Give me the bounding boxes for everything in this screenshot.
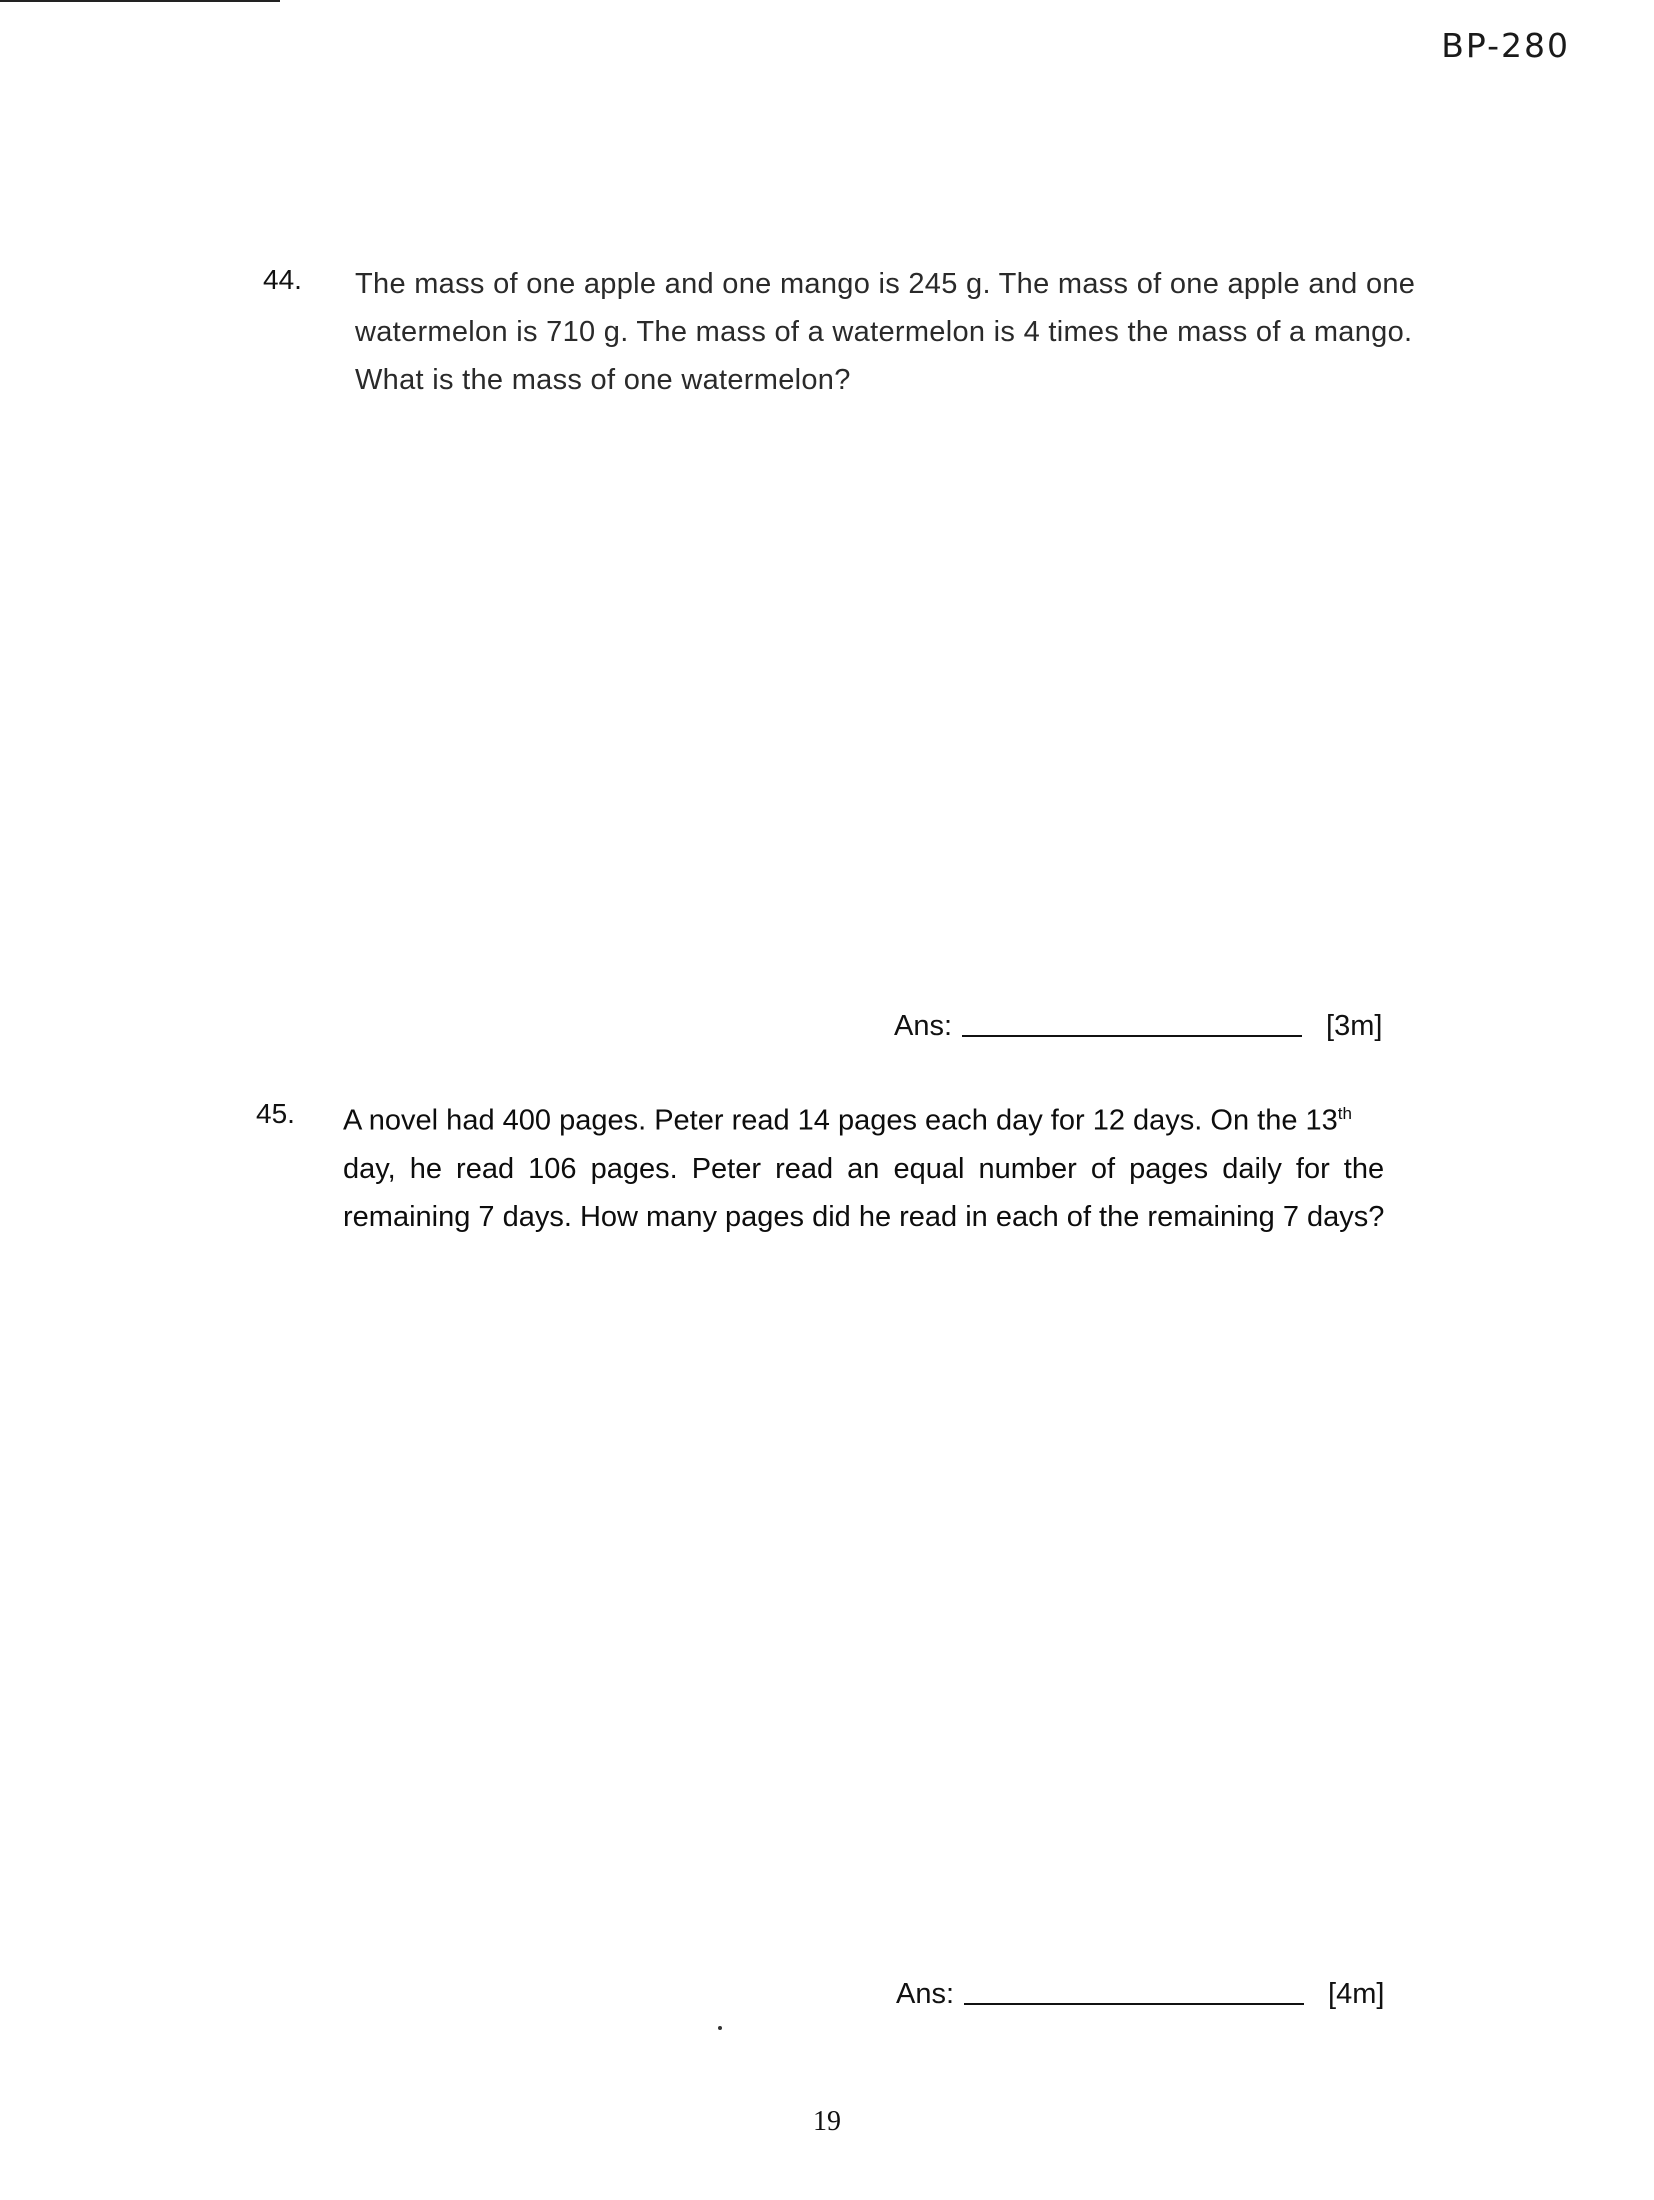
question-45-line-2: day, he read 106 pages. Peter read an equal number of pages daily for the (343, 1152, 1385, 1185)
question-45-line-3: remaining 7 days. How many pages did he read in each of the remaining 7 days? (343, 1200, 1385, 1233)
question-45-line-1 (343, 1090, 1384, 1145)
question-44-marks: [3m] (1326, 1010, 1383, 1042)
question-45-line-1-text: A novel had 400 pages. Peter read 14 pages each day for 12 days. On the 13 (343, 1104, 1338, 1137)
question-45-answer-row (896, 1978, 1384, 2011)
scan-speck (718, 2026, 722, 2030)
question-44-line-3: What is the mass of one watermelon? (355, 364, 851, 396)
question-44-number: 44. (263, 264, 302, 295)
page-number: 19 (813, 2106, 841, 2137)
question-45-answer-field[interactable] (964, 2003, 1304, 2005)
question-45-number: 45. (256, 1098, 295, 1129)
paper-code: BP-280 (1441, 26, 1570, 65)
question-44-answer-field[interactable] (962, 1035, 1302, 1037)
question-45-answer-label: Ans: (896, 1978, 955, 2010)
question-44-answer-row (894, 1010, 1382, 1043)
question-44-answer-label: Ans: (894, 1010, 953, 1042)
question-45-ordinal-suffix: th (1337, 1104, 1352, 1123)
question-45-marks: [4m] (1328, 1978, 1385, 2010)
question-44-line-2: watermelon is 710 g. The mass of a watermelon is 4 times the mass of a mango. (355, 316, 1413, 348)
top-rule (0, 0, 280, 2)
question-44-line-1: The mass of one apple and one mango is 245 g. The mass of one apple and one (355, 268, 1416, 300)
question-44-text (355, 260, 1415, 404)
question-45-text (343, 1090, 1384, 1241)
